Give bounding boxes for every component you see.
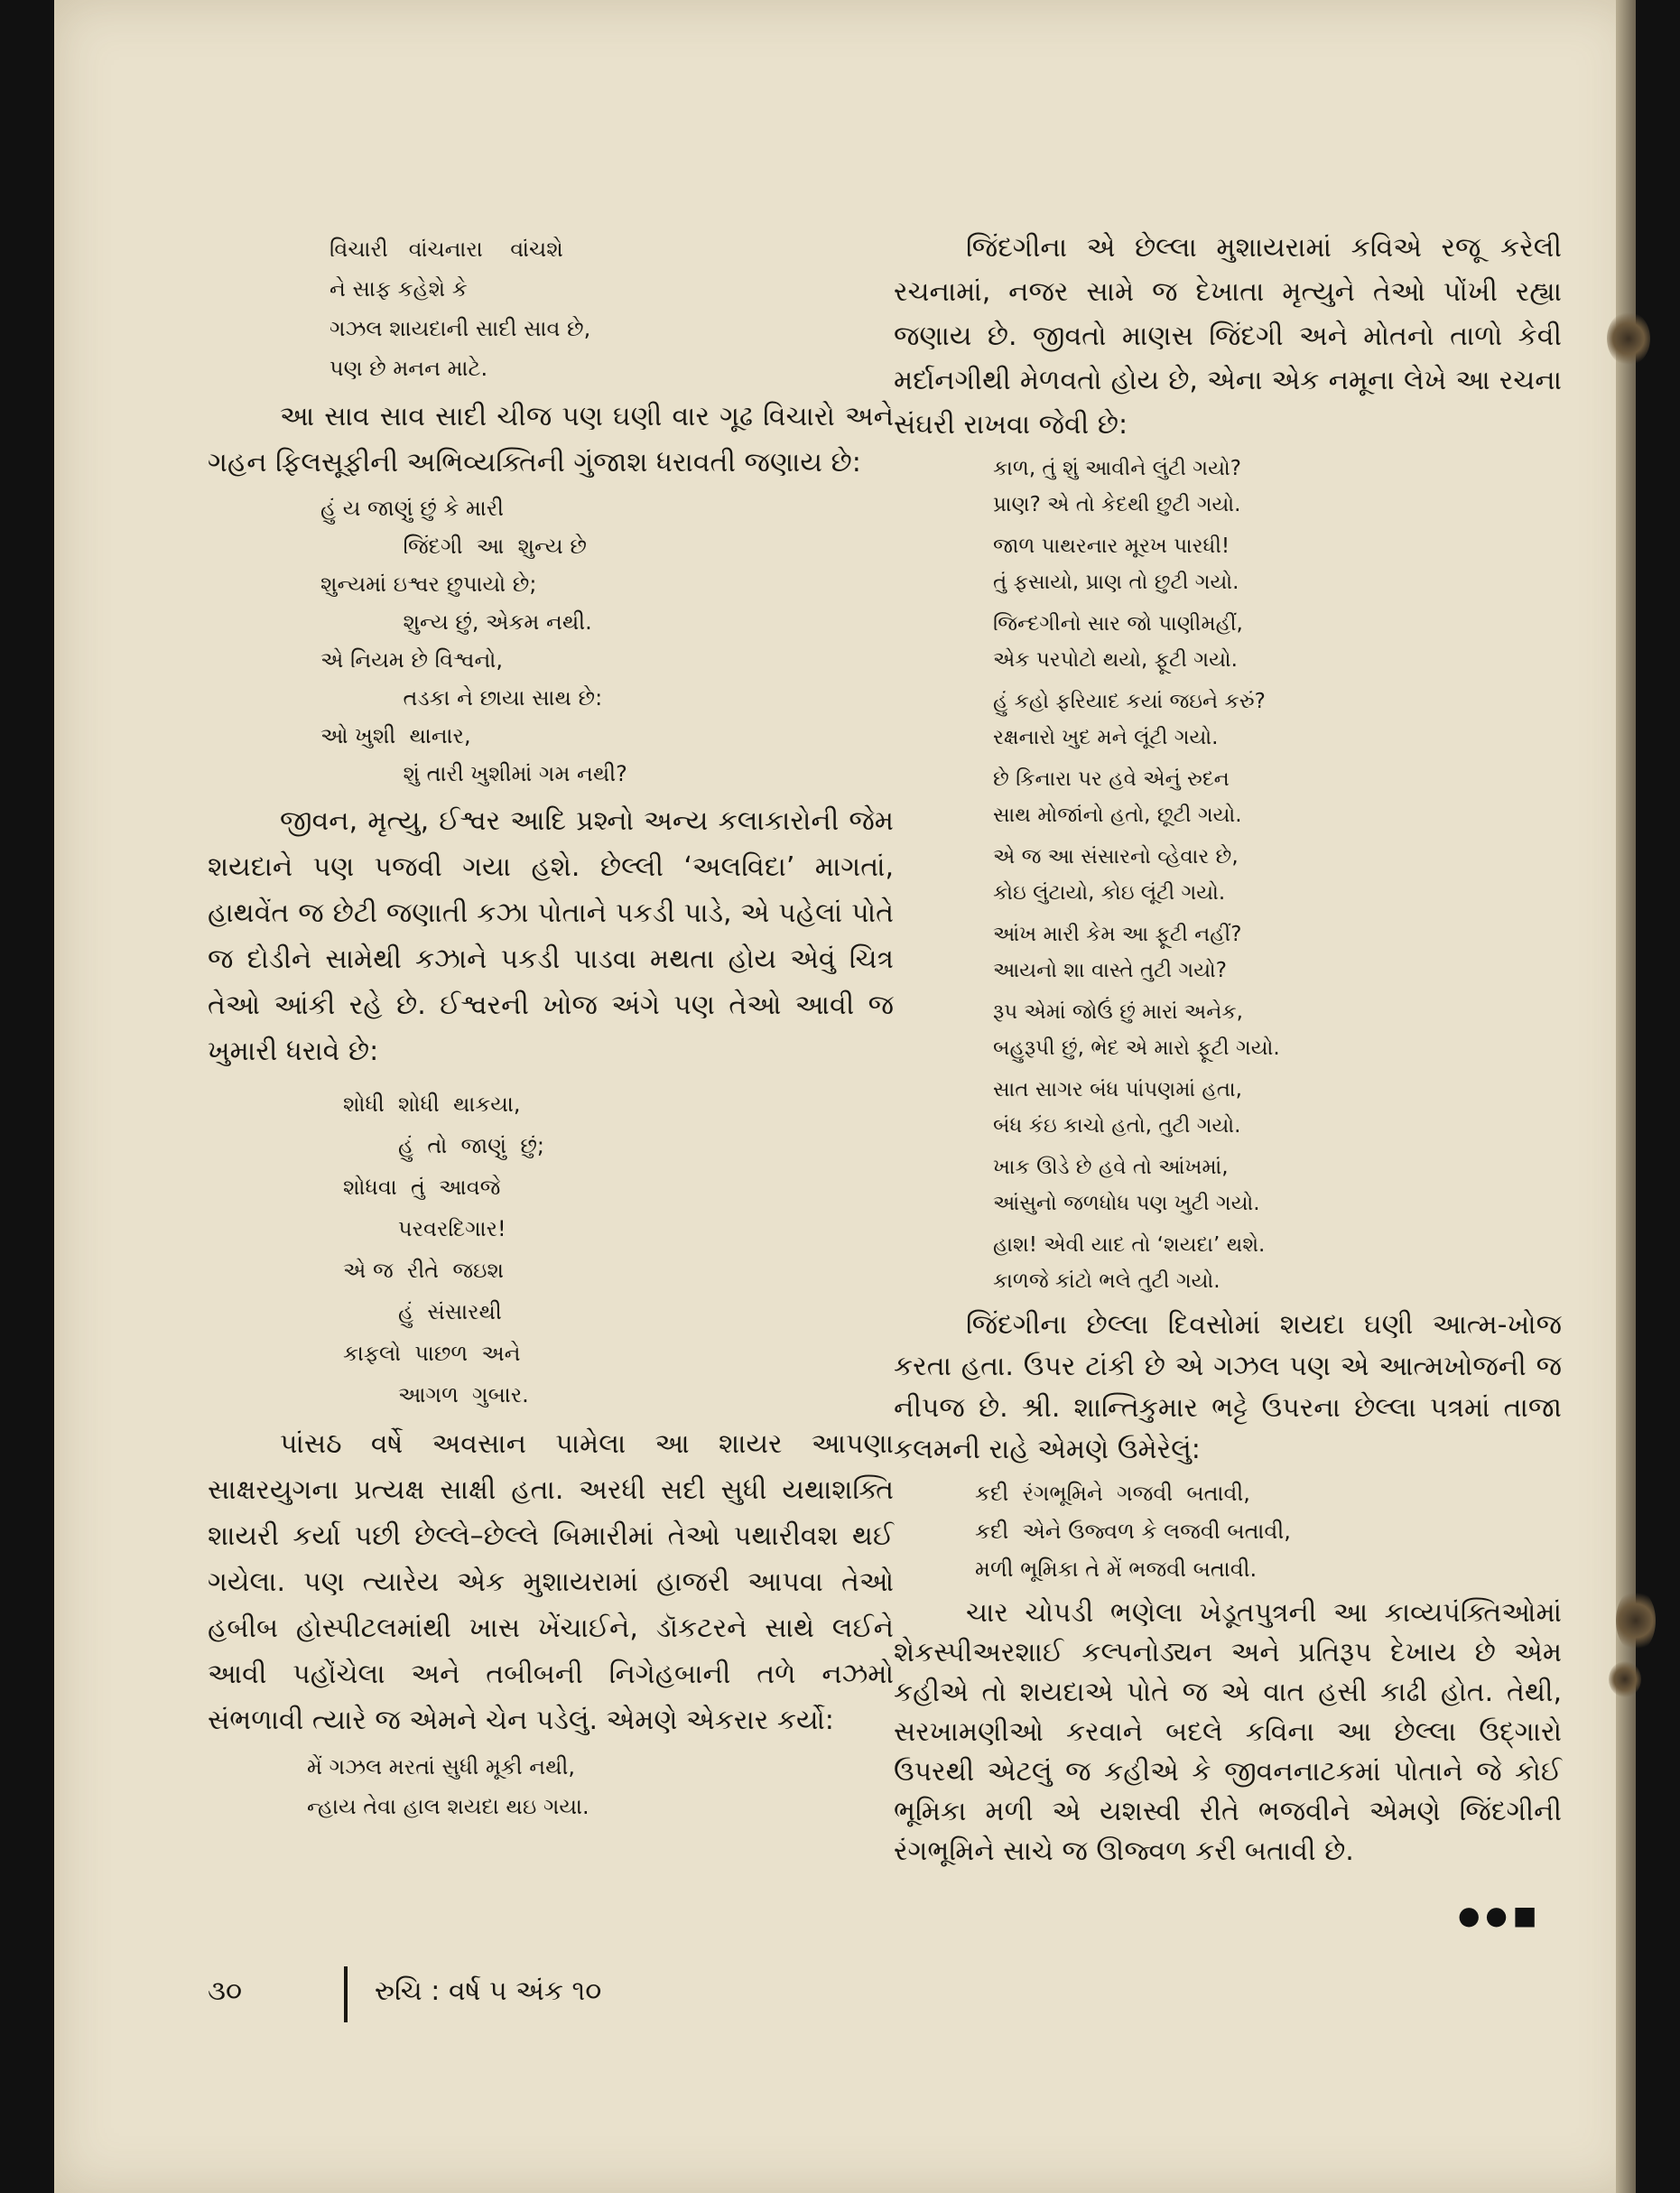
verse-line: રક્ષનારો ખુદ મને લૂંટી ગયો. [993, 726, 1219, 749]
verse-line: શુન્ય છું, એકમ નથી. [320, 609, 592, 635]
magazine-page [54, 0, 1636, 2193]
verse-line: શોધવા તું આવજે [343, 1175, 501, 1200]
poem-verse-4 [307, 1747, 894, 1826]
page-number: ૩૦ [208, 1975, 243, 2007]
paragraph: પાંસઠ વર્ષે અવસાન પામેલા આ શાયર આપણા સાક્ષરયુગના પ્રત્યક્ષ સાક્ષી હતા. અરધી સદી સુધી યથાશક્તિ શાયરી કર્યા પછી છેલ્લે–છેલ્લે બિમારીમાં તેઓ પથારીવશ થઈ ગયેલા. પણ ત્યારેય એક મુશાયરામાં હાજરી આપવા તેઓ હબીબ હોસ્પીટલમાંથી ખાસ ખેંચાઈને, ડૉકટરને સાથે લઈને આવી પહોંચેલા અને તબીબની નિગેહબાની તળે નઝમો સંભળાવી ત્યારે જ એમને ચેન પડેલું. એમણે એકરાર કર્યો: [208, 1428, 894, 1736]
verse-line: જાળ પાથરનાર મૂરખ પારધી! [993, 534, 1230, 558]
left-column [208, 226, 894, 1832]
verse-line: હું તો જાણું છું; [343, 1133, 545, 1158]
page-stain [1609, 1661, 1641, 1697]
verse-line: પરવરદિગાર! [343, 1216, 506, 1241]
verse-line: હું સંસારથી [343, 1299, 502, 1324]
verse-line: કાળ, તું શું આવીને લુંટી ગયો? [993, 457, 1241, 480]
verse-line: શું તારી ખુશીમાં ગમ નથી? [320, 761, 627, 786]
page-stain [1607, 311, 1650, 366]
right-column [894, 226, 1562, 1872]
verse-line: સાત સાગર બંધ પાંપણમાં હતા, [993, 1078, 1242, 1101]
ghazal-couplet [993, 528, 1562, 600]
verse-line: વિચારી વાંચનારા વાંચશે [330, 237, 563, 262]
ghazal-couplet [993, 451, 1562, 523]
poem-verse-3 [343, 1083, 894, 1416]
poem-verse-5 [975, 1474, 1562, 1588]
verse-line: શુન્યમાં ઇશ્વર છુપાયો છે; [320, 571, 537, 597]
ghazal-couplet [993, 606, 1562, 678]
verse-line: કોઇ લુંટાયો, કોઇ લૂંટી ગયો. [993, 881, 1226, 905]
verse-line: પ્રાણ? એ તો કેદથી છુટી ગયો. [993, 493, 1241, 516]
paragraph: આ સાવ સાવ સાદી ચીજ પણ ઘણી વાર ગૂઢ વિચારો અને ગહન ફિલસૂફીની અભિવ્યક્તિની ગુંજાશ ધરાવતી જણાય છે: [208, 401, 894, 479]
verse-line: ને સાફ કહેશે કે [330, 276, 468, 302]
end-of-article-mark: ●●■ [1458, 1900, 1543, 1930]
verse-line: ગઝલ શાયદાની સાદી સાવ છે, [330, 316, 591, 341]
verse-line: શોધી શોધી થાકયા, [343, 1092, 521, 1117]
paragraph: જિંદગીના એ છેલ્લા મુશાયરામાં કવિએ રજૂ કરેલી રચનામાં, નજર સામે જ દેખાતા મૃત્યુને તેઓ પોંખી રહ્યા જણાય છે. જીવતો માણસ જિંદગી અને મોતનો તાળો કેવી મર્દાનગીથી મેળવતો હોય છે, એના એક નમૂના લેખે આ રચના સંઘરી રાખવા જેવી છે: [894, 232, 1562, 441]
page-stain [1616, 1589, 1656, 1652]
verse-line: કાળજે કાંટો ભલે તુટી ગયો. [993, 1269, 1221, 1293]
ghazal-couplet [993, 761, 1562, 833]
verse-line: એ નિયમ છે વિશ્વનો, [320, 647, 503, 673]
verse-line: જિન્દગીનો સાર જો પાણીમહીં, [993, 612, 1243, 636]
footer-divider [344, 1966, 348, 2022]
poem-verse-2 [320, 489, 894, 793]
ghazal-couplet [993, 994, 1562, 1066]
ghazal-couplet [993, 839, 1562, 911]
verse-line: ઓ ખુશી થાનાર, [320, 723, 471, 748]
verse-line: આગળ ગુબાર. [343, 1382, 529, 1408]
verse-line: કદી એને ઉજ્વળ કે લજવી બતાવી, [975, 1519, 1291, 1544]
verse-line: બંધ કંઇ કાચો હતો, તુટી ગયો. [993, 1114, 1241, 1138]
verse-line: કદી રંગભૂમિને ગજવી બતાવી, [975, 1481, 1250, 1506]
verse-line: આંખ મારી કેમ આ ફૂટી નહીં? [993, 923, 1242, 946]
ghazal-couplet [993, 1072, 1562, 1144]
paragraph: જિંદગીના છેલ્લા દિવસોમાં શયદા ઘણી આત્મ-ખોજ કરતા હતા. ઉપર ટાંકી છે એ ગઝલ પણ એ આત્મખોજની જ નીપજ છે. શ્રી. શાન્તિકુમાર ભટ્ટે ઉપરના છેલ્લા પત્રમાં તાજા કલમની રાહે એમણે ઉમેરેલું: [894, 1309, 1562, 1465]
paragraph: જીવન, મૃત્યુ, ઈશ્વર આદિ પ્રશ્નો અન્ય કલાકારોની જેમ શયદાને પણ પજવી ગયા હશે. છેલ્લી ‘અલવિદા’ માગતાં, હાથવેંત જ છેટી જણાતી કઝા પોતાને પકડી પાડે, એ પહેલાં પોતે જ દોડીને સામેથી કઝાને પકડી પાડવા મથતા હોય એવું ચિત્ર તેઓ આંકી રહે છે. ઈશ્વરની ખોજ અંગે પણ તેઓ આવી જ ખુમારી ધરાવે છે: [208, 805, 894, 1067]
verse-line: મેં ગઝલ મરતાં સુધી મૂકી નથી, [307, 1754, 576, 1779]
verse-line: ન્હાય તેવા હાલ શયદા થઇ ગયા. [307, 1794, 589, 1819]
verse-line: મળી ભૂમિકા તે મેં ભજવી બતાવી. [975, 1556, 1258, 1582]
ghazal-couplet [993, 1227, 1562, 1299]
verse-line: હું ય જાણું છું કે મારી [320, 496, 505, 521]
verse-line: હું કહો ફરિયાદ કયાં જઇને કરું? [993, 690, 1266, 713]
verse-line: એક પરપોટો થયો, ફૂટી ગયો. [993, 648, 1238, 672]
verse-line: કાફલો પાછળ અને [343, 1341, 521, 1366]
verse-line: છે કિનારા પર હવે એનું રુદન [993, 767, 1230, 791]
ghazal-couplet [993, 1149, 1562, 1222]
poem-verse-1 [330, 229, 894, 388]
verse-line: સાથ મોજાંનો હતો, છૂટી ગયો. [993, 804, 1242, 827]
journal-issue-label: રુચિ : વર્ષ ૫ અંક ૧૦ [375, 1975, 602, 2007]
verse-line: એ જ રીતે જઇશ [343, 1258, 504, 1283]
verse-line: તું ફસાયો, પ્રાણ તો છુટી ગયો. [993, 571, 1239, 594]
verse-line: આંસુનો જળધોધ પણ ખુટી ગયો. [993, 1192, 1260, 1215]
verse-line: તડકા ને છાયા સાથ છે: [320, 685, 603, 711]
verse-line: હાશ! એવી યાદ તો ‘શયદા’ થશે. [993, 1233, 1266, 1257]
verse-line: એ જ આ સંસારનો વ્હેવાર છે, [993, 845, 1239, 869]
verse-line: પણ છે મનન માટે. [330, 356, 488, 381]
ghazal-couplet [993, 916, 1562, 989]
verse-line: ખાક ઊડે છે હવે તો આંખમાં, [993, 1156, 1229, 1179]
verse-line: જિંદગી આ શુન્ય છે [320, 534, 587, 559]
ghazal-couplet [993, 683, 1562, 756]
ghazal-poem [993, 451, 1562, 1299]
paragraph: ચાર ચોપડી ભણેલા ખેડૂતપુત્રની આ કાવ્યપંક્તિઓમાં શેકસ્પીઅરશાઈ કલ્પનોડ્યન અને પ્રતિરૂપ દેખાય છે એમ કહીએ તો શયદાએ પોતે જ એ વાત હસી કાઢી હોત. તેથી, સરખામણીઓ કરવાને બદલે કવિના આ છેલ્લા ઉદ્ગારો ઉપરથી એટલું જ કહીએ કે જીવનનાટકમાં પોતાને જે કોઈ ભૂમિકા મળી એ યશસ્વી રીતે ભજવીને એમણે જિંદગીની રંગભૂમિને સાચે જ ઊજ્વળ કરી બતાવી છે. [894, 1597, 1562, 1867]
verse-line: બહુરૂપી છું, ભેદ એ મારો ફૂટી ગયો. [993, 1036, 1280, 1060]
verse-line: આયનો શા વાસ્તે તુટી ગયો? [993, 959, 1227, 982]
verse-line: રૂપ એમાં જોઉં છું મારાં અનેક, [993, 1000, 1243, 1024]
